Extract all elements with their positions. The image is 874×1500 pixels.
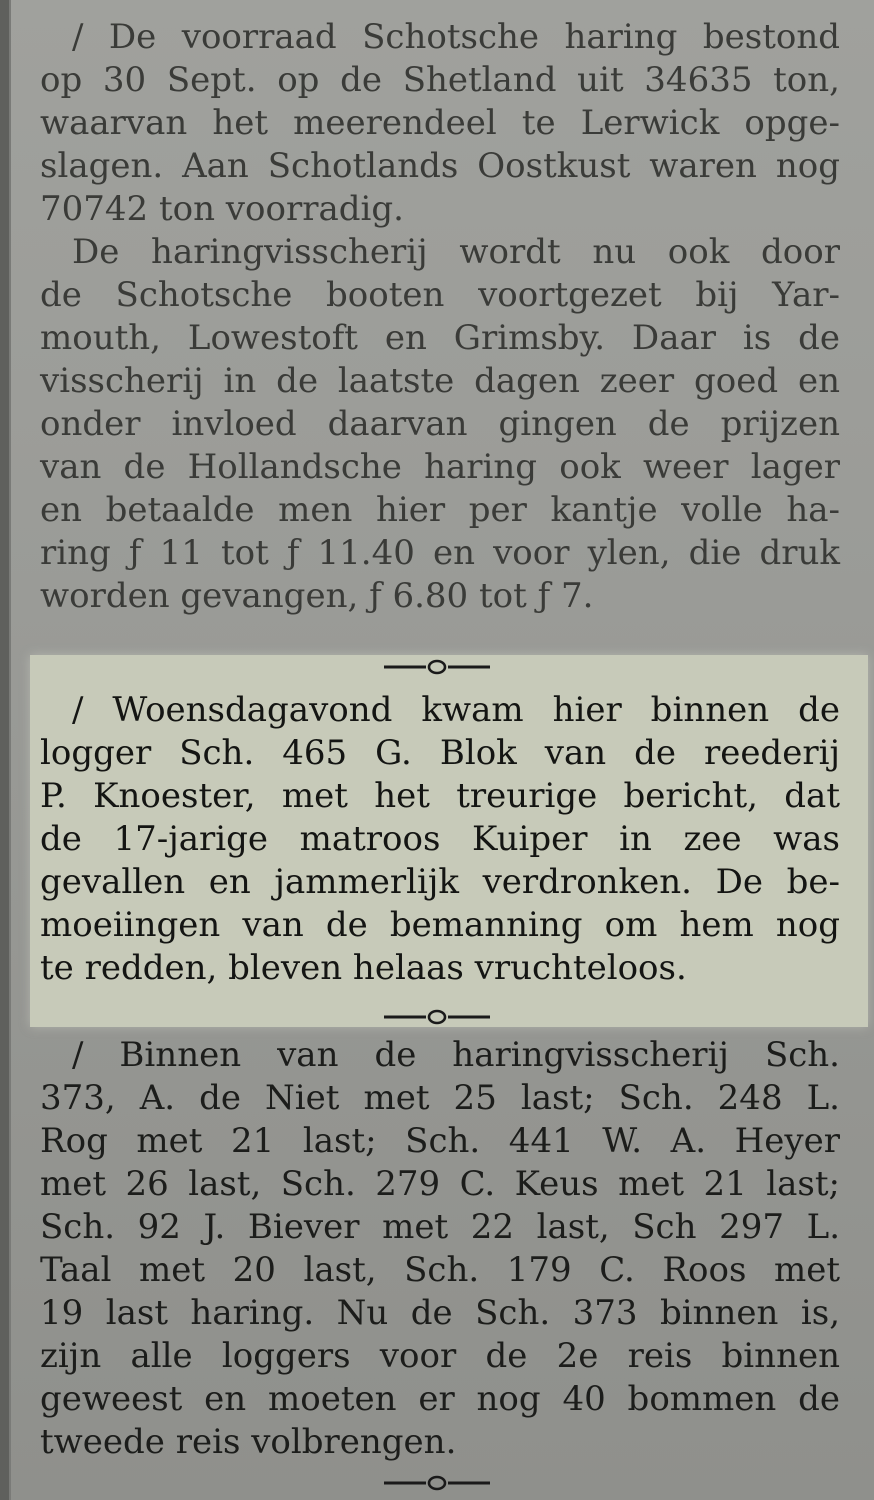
article-line: / Binnen van de haringvisscherij Sch. xyxy=(72,1035,840,1075)
article-line: onder invloed daarvan gingen de prijzen xyxy=(40,404,840,444)
article-line: 19 last haring. Nu de Sch. 373 binnen is, xyxy=(40,1293,840,1333)
article-separator xyxy=(0,1006,874,1028)
article-line: / De voorraad Schotsche haring bestond xyxy=(72,17,840,57)
article-separator xyxy=(0,1472,874,1494)
article-herring-stock xyxy=(40,16,840,618)
article-line: ring ƒ 11 tot ƒ 11.40 en voor ylen, die druk xyxy=(40,533,840,573)
article-line: / Woensdagavond kwam hier binnen de xyxy=(72,690,840,730)
article-line: moeiingen van de bemanning om hem nog xyxy=(40,905,840,945)
article-line: mouth, Lowestoft en Grimsby. Daar is de xyxy=(40,318,840,358)
article-line: op 30 Sept. op de Shetland uit 34635 ton, xyxy=(40,60,840,100)
separator-ornament-icon xyxy=(382,1473,492,1493)
article-line: de 17-jarige matroos Kuiper in zee was xyxy=(40,819,840,859)
article-herring-catch-arrivals xyxy=(40,1034,840,1464)
article-line: zijn alle loggers voor de 2e reis binnen xyxy=(40,1336,840,1376)
page-edge-shadow xyxy=(9,0,11,1500)
article-line: Sch. 92 J. Biever met 22 last, Sch 297 L. xyxy=(40,1207,840,1247)
article-line: worden gevangen, ƒ 6.80 tot ƒ 7. xyxy=(40,576,594,616)
page-edge xyxy=(0,0,9,1500)
article-line: 70742 ton voorradig. xyxy=(40,189,404,229)
article-line: 373, A. de Niet met 25 last; Sch. 248 L. xyxy=(40,1078,840,1118)
article-line: P. Knoester, met het treurige bericht, dat xyxy=(40,776,840,816)
article-line: visscherij in de laatste dagen zeer goed en xyxy=(40,361,840,401)
article-line: en betaalde men hier per kantje volle ha- xyxy=(40,490,840,530)
article-line: waarvan het meerendeel te Lerwick opge- xyxy=(40,103,840,143)
article-line: De haringvisscherij wordt nu ook door xyxy=(72,232,840,272)
article-drowned-sailor xyxy=(40,689,840,990)
separator-ornament-icon xyxy=(382,1007,492,1027)
article-line: Rog met 21 last; Sch. 441 W. A. Heyer xyxy=(40,1121,840,1161)
article-line: van de Hollandsche haring ook weer lager xyxy=(40,447,840,487)
article-line: gevallen en jammerlijk verdronken. De be- xyxy=(40,862,840,902)
article-line: tweede reis volbrengen. xyxy=(40,1422,457,1462)
article-line: de Schotsche booten voortgezet bij Yar- xyxy=(40,275,840,315)
article-line: Taal met 20 last, Sch. 179 C. Roos met xyxy=(40,1250,840,1290)
article-line: logger Sch. 465 G. Blok van de reederij xyxy=(40,733,840,773)
separator-ornament-icon xyxy=(382,657,492,677)
article-line: te redden, bleven helaas vruchteloos. xyxy=(40,948,687,988)
article-line: met 26 last, Sch. 279 C. Keus met 21 last; xyxy=(40,1164,840,1204)
article-line: slagen. Aan Schotlands Oostkust waren nog xyxy=(40,146,840,186)
article-separator xyxy=(0,656,874,678)
article-line: geweest en moeten er nog 40 bommen de xyxy=(40,1379,840,1419)
